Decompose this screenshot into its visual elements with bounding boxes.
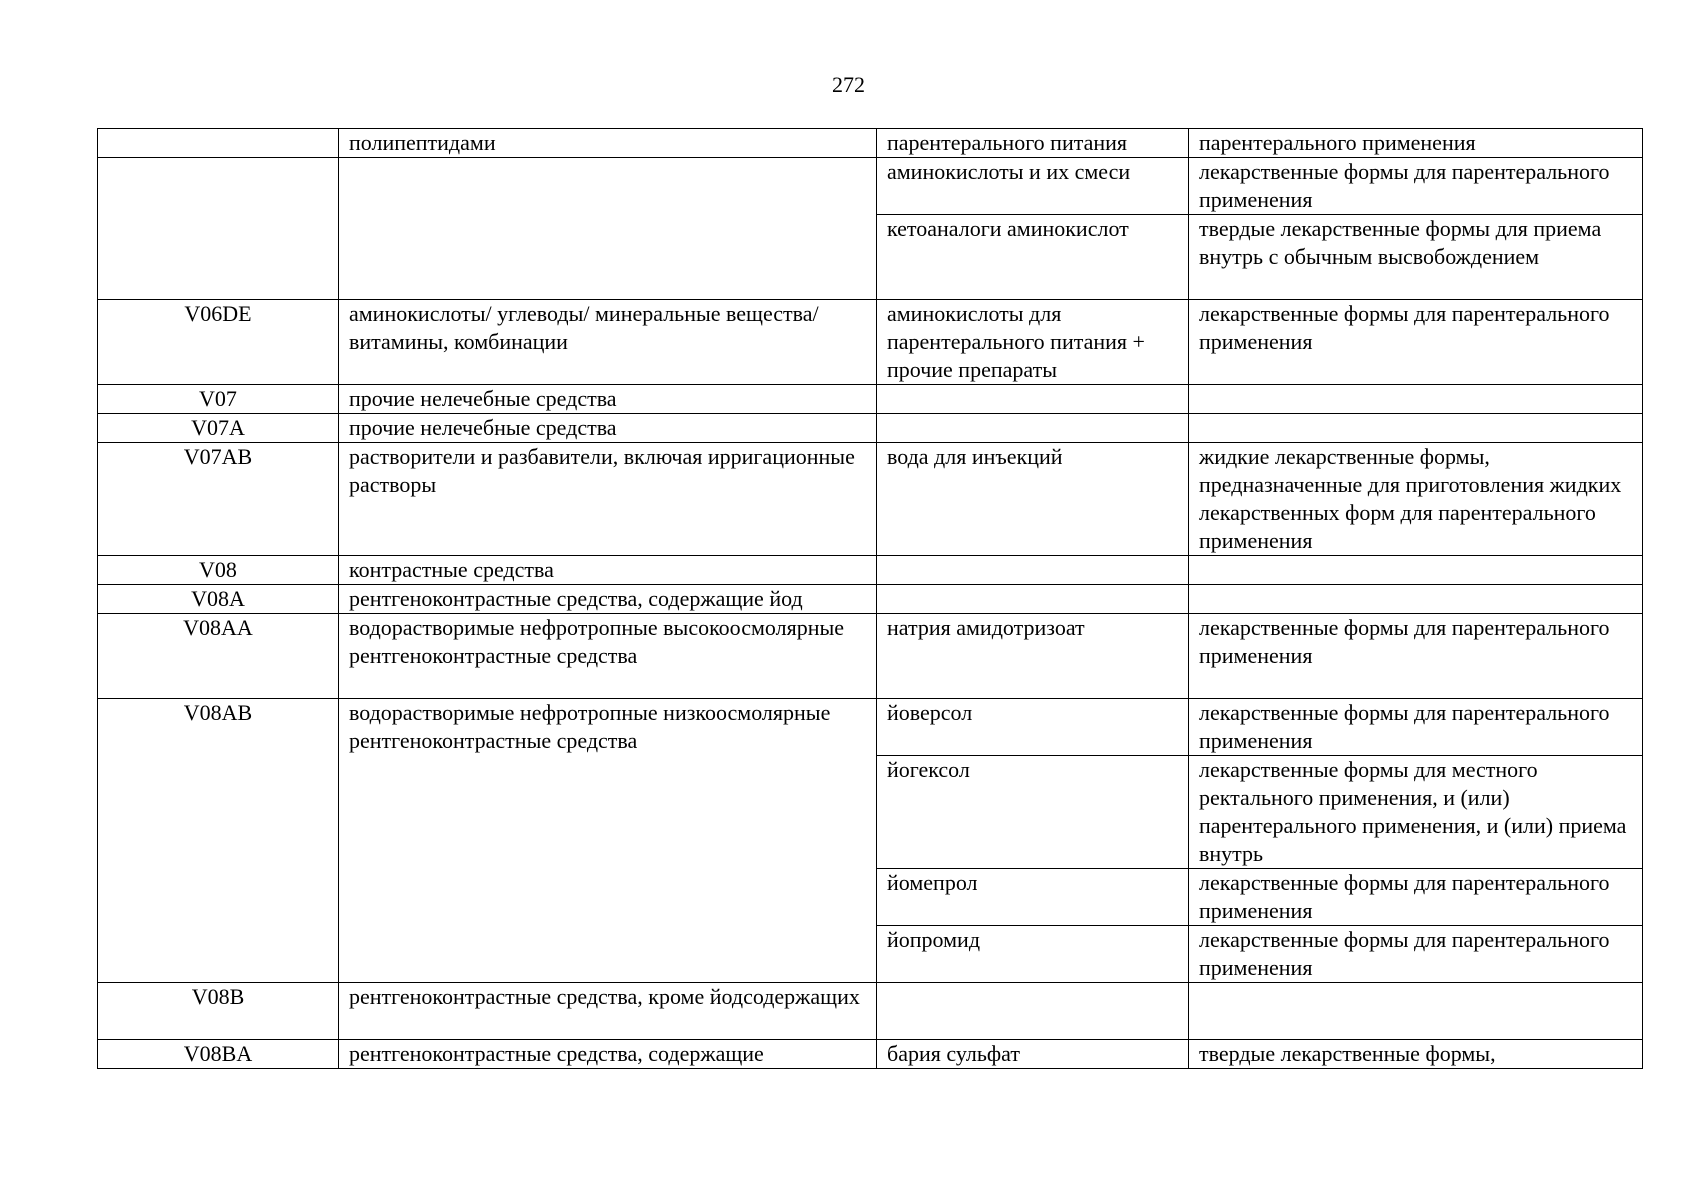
drug-cell: йомепрол: [877, 869, 1189, 926]
form-cell: лекарственные формы для парентерального применения: [1189, 699, 1643, 756]
drug-cell: [877, 585, 1189, 614]
group-cell: водорастворимые нефротропные высокоосмолярные рентгеноконтрастные средства: [339, 614, 877, 699]
atc-code-cell: [98, 129, 339, 158]
group-cell: рентгеноконтрастные средства, содержащие йод: [339, 585, 877, 614]
atc-code-cell: V07: [98, 385, 339, 414]
page-number: 272: [832, 72, 865, 97]
drug-cell: йопромид: [877, 926, 1189, 983]
table-row: [98, 983, 1643, 1040]
form-cell: лекарственные формы для парентерального применения: [1189, 158, 1643, 215]
drug-cell: [877, 983, 1189, 1040]
drug-cell: йоверсол: [877, 699, 1189, 756]
group-cell: аминокислоты/ углеводы/ минеральные вещества/ витамины, комбинации: [339, 300, 877, 385]
group-cell: прочие нелечебные средства: [339, 414, 877, 443]
atc-code-cell: V07AB: [98, 443, 339, 556]
table-row: [98, 414, 1643, 443]
table-row: [98, 385, 1643, 414]
form-cell: лекарственные формы для парентерального применения: [1189, 614, 1643, 699]
form-cell: лекарственные формы для парентерального применения: [1189, 300, 1643, 385]
form-cell: [1189, 414, 1643, 443]
drug-cell: йогексол: [877, 756, 1189, 869]
group-cell: [339, 158, 877, 300]
form-cell: твердые лекарственные формы для приема внутрь с обычным высвобождением: [1189, 215, 1643, 300]
table-row: [98, 158, 1643, 215]
form-cell: твердые лекарственные формы,: [1189, 1040, 1643, 1069]
form-cell: [1189, 585, 1643, 614]
form-cell: лекарственные формы для местного ректального применения, и (или) парентерального применения, и (или) приема внутрь: [1189, 756, 1643, 869]
table-row: [98, 443, 1643, 556]
form-cell: лекарственные формы для парентерального применения: [1189, 869, 1643, 926]
atc-code-cell: V08AB: [98, 699, 339, 983]
group-cell: водорастворимые нефротропные низкоосмолярные рентгеноконтрастные средства: [339, 699, 877, 983]
table-row: [98, 614, 1643, 699]
form-cell: парентерального применения: [1189, 129, 1643, 158]
group-cell: контрастные средства: [339, 556, 877, 585]
drug-classification-table: [97, 128, 1643, 1069]
group-cell: растворители и разбавители, включая ирригационные растворы: [339, 443, 877, 556]
table-row: [98, 585, 1643, 614]
drug-cell: натрия амидотризоат: [877, 614, 1189, 699]
drug-cell: [877, 556, 1189, 585]
group-cell: прочие нелечебные средства: [339, 385, 877, 414]
table-row: [98, 300, 1643, 385]
atc-code-cell: V08A: [98, 585, 339, 614]
drug-cell: парентерального питания: [877, 129, 1189, 158]
drug-cell: вода для инъекций: [877, 443, 1189, 556]
atc-code-cell: V08AA: [98, 614, 339, 699]
atc-code-cell: [98, 158, 339, 300]
form-cell: лекарственные формы для парентерального применения: [1189, 926, 1643, 983]
drug-cell: аминокислоты для парентерального питания + прочие препараты: [877, 300, 1189, 385]
atc-code-cell: V07A: [98, 414, 339, 443]
form-cell: [1189, 556, 1643, 585]
form-cell: [1189, 385, 1643, 414]
drug-cell: [877, 385, 1189, 414]
form-cell: [1189, 983, 1643, 1040]
atc-code-cell: V08: [98, 556, 339, 585]
drug-cell: бария сульфат: [877, 1040, 1189, 1069]
drug-cell: кетоаналоги аминокислот: [877, 215, 1189, 300]
form-cell: жидкие лекарственные формы, предназначенные для приготовления жидких лекарственных форм для парентерального применения: [1189, 443, 1643, 556]
table-row: [98, 1040, 1643, 1069]
drug-cell: аминокислоты и их смеси: [877, 158, 1189, 215]
group-cell: полипептидами: [339, 129, 877, 158]
atc-code-cell: V08BA: [98, 1040, 339, 1069]
group-cell: рентгеноконтрастные средства, содержащие: [339, 1040, 877, 1069]
drug-cell: [877, 414, 1189, 443]
table-row: [98, 699, 1643, 756]
table-row: [98, 129, 1643, 158]
atc-code-cell: V08B: [98, 983, 339, 1040]
table-row: [98, 556, 1643, 585]
group-cell: рентгеноконтрастные средства, кроме йодсодержащих: [339, 983, 877, 1040]
atc-code-cell: V06DE: [98, 300, 339, 385]
